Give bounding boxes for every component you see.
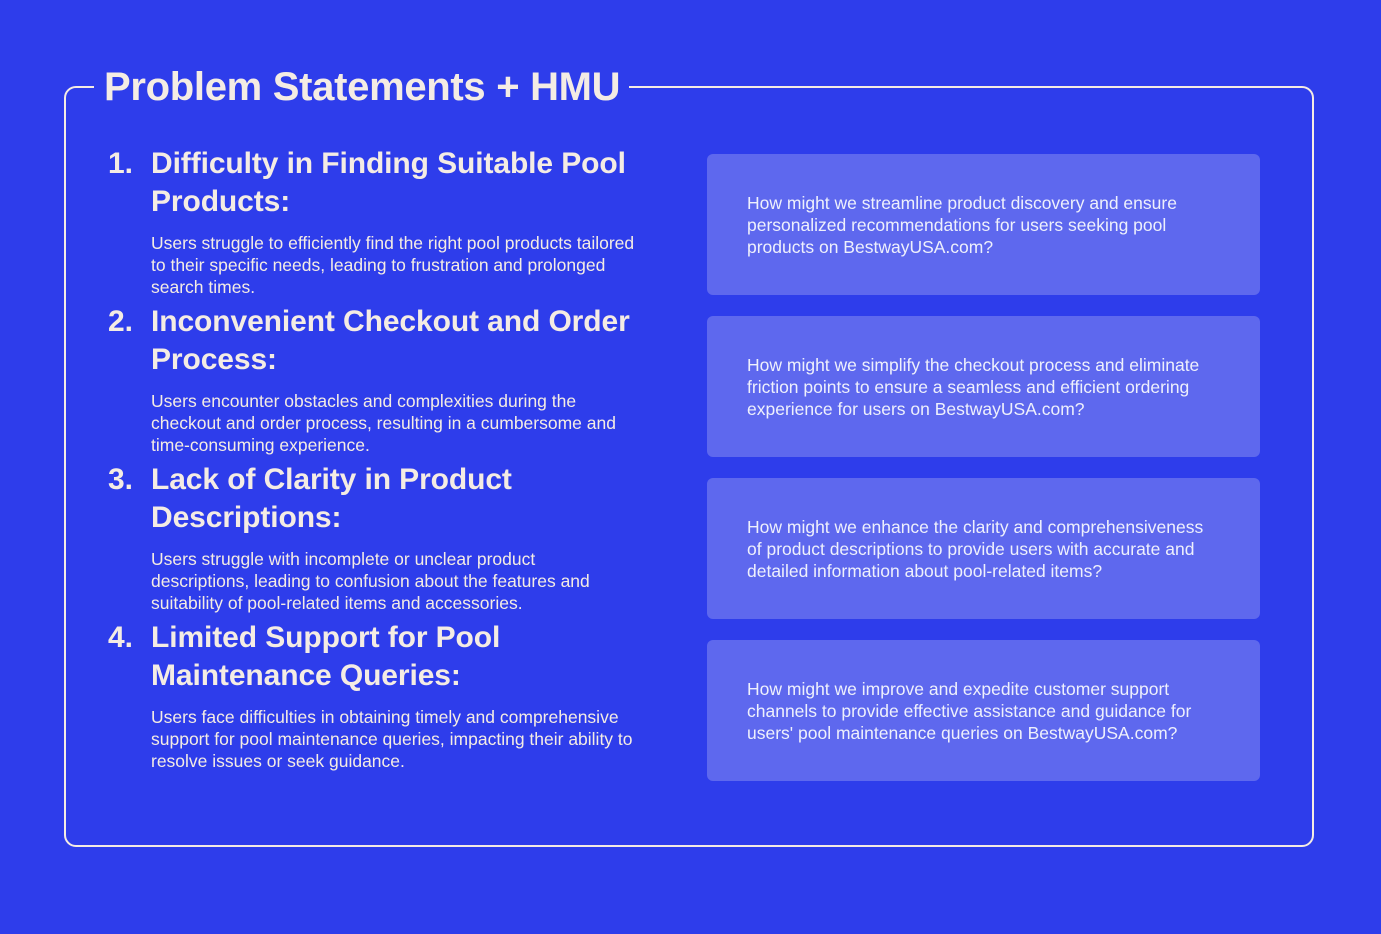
problem-number: 1. [108,147,134,180]
hmw-question: How might we simplify the checkout process and eliminate friction points to ensure a seamless and efficient ordering experience for users on BestwayUSA.com? [747,354,1200,419]
hmw-question: How might we streamline product discovery and ensure personalized recommendations for users seeking pool products on BestwayUSA.com? [747,192,1177,257]
hmw-question: How might we improve and expedite customer support channels to provide effective assistance and guidance for users' pool maintenance queries on BestwayUSA.com? [747,678,1192,743]
problem-number: 4. [108,621,134,654]
problem-number: 3. [108,463,134,496]
problem-description: Users struggle to efficiently find the right pool products tailored to their specific needs, leading to frustration and prolonged search times. [151,233,635,297]
problem-description: Users struggle with incomplete or unclear product descriptions, leading to confusion about the features and suitability of pool-related items and accessories. [151,549,590,613]
problem-item-4 [108,619,648,772]
problem-description: Users encounter obstacles and complexities during the checkout and order process, resulting in a cumbersome and time-consuming experience. [151,391,616,455]
problem-heading: Inconvenient Checkout and Order Process: [151,305,630,376]
problem-item-1 [108,145,648,298]
hmw-card-3 [707,478,1260,619]
hmw-card-4 [707,640,1260,781]
hmw-card-1 [707,154,1260,295]
problem-heading: Limited Support for Pool Maintenance Queries: [151,621,501,692]
problem-heading: Difficulty in Finding Suitable Pool Products: [151,147,626,218]
problem-item-2 [108,303,648,456]
problem-description: Users face difficulties in obtaining timely and comprehensive support for pool maintenance queries, impacting their ability to resolve issues or seek guidance. [151,707,633,771]
hmw-card-2 [707,316,1260,457]
problem-heading: Lack of Clarity in Product Descriptions: [151,463,512,534]
section-title: Problem Statements + HMU [94,62,629,112]
hmw-question: How might we enhance the clarity and comprehensiveness of product descriptions to provide users with accurate and detailed information about pool-related items? [747,516,1204,581]
problem-number: 2. [108,305,134,338]
problem-item-3 [108,461,648,614]
